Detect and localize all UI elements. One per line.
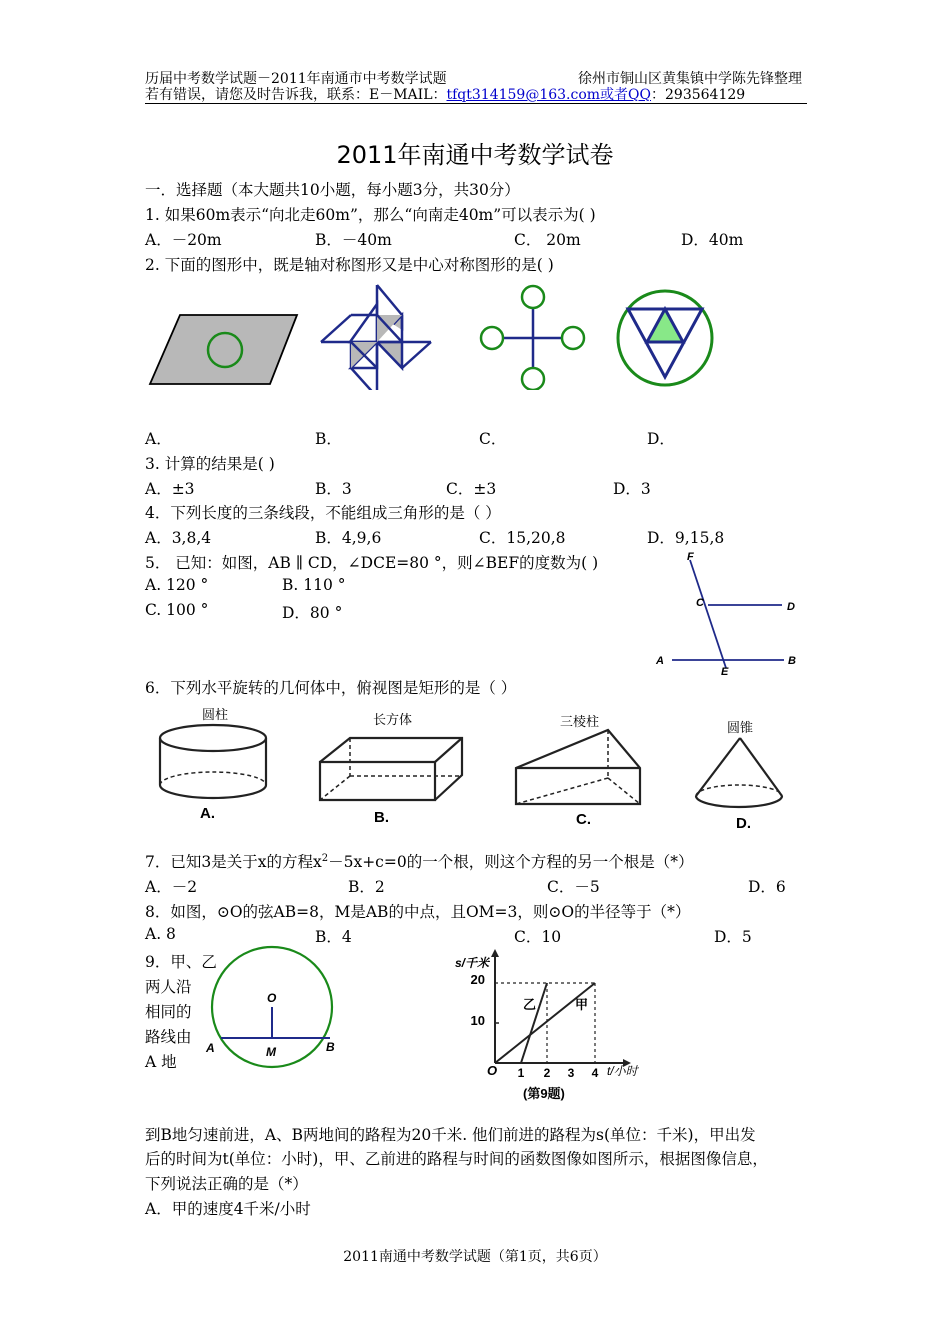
q6-option-d[interactable]: D.	[736, 815, 751, 832]
q8-option-c[interactable]: C．10	[514, 928, 562, 946]
q9-stem-line: A 地	[145, 1053, 177, 1071]
page-title: 2011年南通中考数学试卷	[336, 141, 614, 169]
q6-label-a: 圆柱	[202, 707, 229, 722]
q1-stem: 1. 如果60m表示“向北走60m”，那么“向南走40m”可以表示为( )	[145, 206, 596, 224]
q9-stem-line: 两人沿	[145, 978, 192, 996]
q9-stem-line: 相同的	[145, 1003, 192, 1021]
q2-figure-b	[321, 285, 431, 390]
q5-option-b[interactable]: B. 110 °	[282, 576, 346, 594]
q7-stem	[145, 850, 693, 872]
q2-figure-d	[618, 291, 712, 385]
q9-text-line: 后的时间为t(单位：小时)，甲、乙前进的路程与时间的函数图像如图所示，根据图像信息，	[145, 1150, 768, 1168]
contact-prefix: 若有错误，请您及时告诉我，联系：E－MAIL：	[145, 87, 447, 103]
q9-xtick: 2	[543, 1066, 551, 1080]
q6-option-a[interactable]: A.	[200, 805, 215, 822]
q6-cuboid	[320, 738, 462, 800]
q6-label-d: 圆锥	[727, 720, 754, 735]
q9-line-jia	[495, 983, 595, 1063]
q5-option-c[interactable]: C. 100 °	[145, 601, 209, 619]
q8-label-o: O	[267, 991, 277, 1005]
q9-xtick: 3	[567, 1066, 575, 1080]
q9-xlabel: t/小时	[607, 1064, 638, 1078]
q2-option-b[interactable]: B．	[315, 430, 342, 448]
q8-label-b: B	[326, 1040, 335, 1054]
q4-option-d[interactable]: D．9,15,8	[647, 529, 725, 547]
q6-figures	[140, 700, 800, 840]
q6-triangular-prism	[516, 730, 640, 804]
q5-label-d: D	[787, 601, 795, 613]
q5-figure	[650, 548, 810, 678]
q1-option-b[interactable]: B．－40m	[315, 231, 392, 249]
q5-label-c: C	[696, 597, 704, 609]
q5-label-b: B	[788, 655, 796, 667]
q9-line-yi	[521, 983, 547, 1063]
q9-stem-line: 9．甲、乙	[145, 953, 217, 971]
q7-option-b[interactable]: B．2	[348, 878, 385, 896]
q9-ytick: 20	[470, 972, 485, 987]
q6-cylinder	[160, 725, 266, 798]
q9-xtick: 1	[517, 1066, 525, 1080]
q8-label-a: A	[206, 1041, 215, 1055]
q9-ylabel: s/千米	[455, 956, 490, 970]
header-left: 历届中考数学试题－2011年南通市中考数学试题	[145, 71, 447, 87]
q8-figure	[200, 945, 345, 1075]
q6-option-b[interactable]: B.	[374, 809, 389, 826]
q7-option-d[interactable]: D．6	[748, 878, 786, 896]
q2-option-d[interactable]: D．	[647, 430, 675, 448]
q8-option-d[interactable]: D．5	[714, 928, 752, 946]
q1-option-c[interactable]: C． 20m	[514, 231, 581, 249]
q2-option-a[interactable]: A．	[145, 430, 172, 448]
q3-option-a[interactable]: A．±3	[145, 480, 195, 498]
page-footer: 2011南通中考数学试题（第1页，共6页）	[343, 1249, 607, 1265]
section-heading: 一．选择题（本大题共10小题，每小题3分，共30分）	[145, 181, 520, 199]
q5-label-e: E	[721, 666, 729, 678]
q9-graph	[445, 945, 655, 1110]
q7-option-a[interactable]: A．－2	[145, 878, 198, 896]
q8-label-m: M	[266, 1045, 276, 1059]
q8-stem: 8．如图，⊙O的弦AB=8，M是AB的中点，且OM=3，则⊙O的半径等于（*）	[145, 903, 691, 921]
q2-option-c[interactable]: C．	[479, 430, 507, 448]
q9-caption: (第9题)	[523, 1086, 565, 1101]
header-contact	[145, 84, 745, 104]
email-link[interactable]: tfqt314159@163.com或者QQ	[446, 87, 652, 103]
q7-stem-pre: 7．已知3是关于x的方程x	[145, 853, 322, 871]
q1-option-d[interactable]: D．40m	[681, 231, 744, 249]
q2-figure-a	[150, 315, 297, 384]
q9-text-line: 下列说法正确的是（*）	[145, 1175, 308, 1193]
q5-option-a[interactable]: A. 120 °	[145, 576, 209, 594]
q4-option-c[interactable]: C．15,20,8	[479, 529, 566, 547]
q6-label-b: 长方体	[373, 712, 413, 727]
q1-option-a[interactable]: A．－20m	[145, 231, 222, 249]
q7-option-c[interactable]: C．－5	[547, 878, 600, 896]
q3-option-b[interactable]: B．3	[315, 480, 352, 498]
q7-stem-post: －5x+c=0的一个根，则这个方程的另一个根是（*）	[328, 853, 694, 871]
q6-stem: 6．下列水平旋转的几何体中，俯视图是矩形的是（ ）	[145, 679, 517, 697]
header-right: 徐州市铜山区黄集镇中学陈先锋整理	[578, 71, 802, 87]
q3-option-c[interactable]: C．±3	[446, 480, 497, 498]
q9-label-jia: 甲	[575, 997, 589, 1012]
q8-option-a[interactable]: A. 8	[145, 925, 176, 943]
q6-label-c: 三棱柱	[560, 714, 600, 729]
q9-origin: O	[487, 1063, 498, 1078]
q9-text-line: 到B地匀速前进，A、B两地间的路程为20千米. 他们前进的路程为s(单位：千米)，甲出发	[145, 1126, 756, 1144]
q5-stem: 5． 已知：如图，AB ∥ CD，∠DCE=80 °，则∠BEF的度数为( )	[145, 554, 599, 572]
q9-option-a[interactable]: A．甲的速度4千米/小时	[145, 1200, 311, 1218]
header-rule	[145, 103, 807, 104]
q4-stem: 4．下列长度的三条线段，不能组成三角形的是（ ）	[145, 504, 501, 522]
q9-stem-line: 路线由	[145, 1028, 192, 1046]
q2-stem: 2. 下面的图形中，既是轴对称图形又是中心对称图形的是( )	[145, 256, 554, 274]
q7-stem-sup: 2	[321, 852, 329, 864]
q9-xtick: 4	[591, 1066, 599, 1080]
q3-option-d[interactable]: D．3	[613, 480, 651, 498]
q2-figures	[140, 280, 740, 390]
q4-option-b[interactable]: B．4,9,6	[315, 529, 382, 547]
q4-option-a[interactable]: A．3,8,4	[145, 529, 212, 547]
q6-cone	[696, 738, 782, 807]
q6-option-c[interactable]: C.	[576, 811, 591, 828]
q9-ytick: 10	[470, 1013, 485, 1028]
q2-figure-c	[481, 286, 584, 390]
q5-label-f: F	[687, 551, 694, 563]
q3-stem: 3. 计算的结果是( )	[145, 455, 275, 473]
q8-option-b[interactable]: B．4	[315, 928, 352, 946]
q5-option-d[interactable]: D．80 °	[282, 604, 343, 622]
q9-label-yi: 乙	[523, 997, 537, 1012]
contact-suffix: ：293564129	[651, 87, 746, 103]
q5-label-a: A	[656, 655, 664, 667]
